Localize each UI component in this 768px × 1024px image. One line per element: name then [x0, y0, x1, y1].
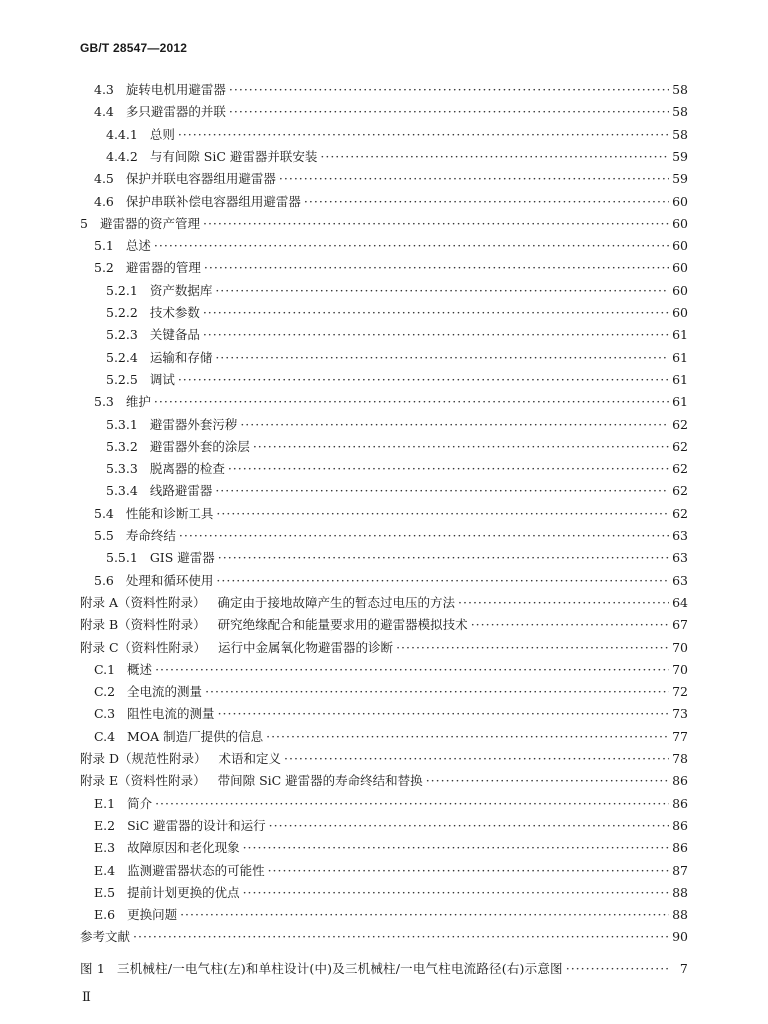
dot-leader — [396, 640, 669, 656]
toc-entry-title: 术语和定义 — [218, 751, 282, 766]
toc-entry-page: 60 — [672, 193, 688, 209]
toc-entry[interactable] — [106, 121, 688, 143]
toc-entry-page: 73 — [672, 706, 688, 722]
toc-entry-page: 60 — [672, 260, 688, 276]
toc-entry[interactable] — [106, 455, 688, 477]
toc-entry-number: 附录 A（资料性附录） — [80, 594, 206, 610]
toc-entry[interactable] — [94, 76, 688, 98]
toc-entry-number: C.1 — [94, 661, 116, 677]
document-code: GB/T 28547—2012 — [80, 41, 188, 55]
toc-entry-page: 60 — [672, 305, 688, 320]
toc-entry-page: 62 — [672, 505, 688, 521]
toc-entry[interactable] — [94, 98, 688, 120]
toc-entry-title: 避雷器的资产管理 — [99, 215, 200, 231]
dot-leader — [240, 417, 669, 433]
dot-leader — [215, 283, 669, 299]
toc-entry-title: 确定由于接地故障产生的暂态过电压的方法 — [217, 594, 456, 610]
toc-entry-number: C.4 — [94, 728, 116, 744]
toc-entry-title: 技术参数 — [149, 305, 200, 320]
toc-entry-number: 5.3.2 — [106, 438, 138, 454]
toc-entry-title: 旋转电机用避雷器 — [125, 82, 226, 97]
toc-entry[interactable] — [106, 544, 688, 566]
toc-entry[interactable] — [94, 656, 688, 678]
toc-entry-number: 5.2.1 — [106, 282, 138, 298]
toc-entry-page: 61 — [672, 327, 688, 343]
toc-entry-number: 5.1 — [94, 238, 114, 254]
toc-entry[interactable] — [106, 366, 688, 388]
toc-entry-title: 避雷器外套污秽 — [149, 416, 238, 432]
dot-leader — [178, 372, 669, 388]
toc-entry[interactable] — [80, 611, 688, 633]
toc-entry[interactable] — [94, 567, 688, 589]
toc-entry-page: 58 — [672, 82, 688, 97]
toc-entry[interactable] — [94, 165, 688, 187]
toc-entry-title: 参考文献 — [80, 929, 131, 945]
toc-entry[interactable] — [80, 589, 688, 611]
dot-leader — [566, 961, 669, 977]
dot-leader — [205, 684, 669, 700]
toc-entry-title: 更换问题 — [127, 907, 178, 923]
toc-entry-page: 86 — [672, 817, 688, 833]
figure-label: 图 1 — [80, 961, 106, 976]
toc-entry[interactable] — [80, 634, 688, 656]
toc-entry[interactable] — [94, 188, 688, 210]
dot-leader — [155, 796, 669, 812]
dot-leader — [243, 840, 669, 856]
toc-entry-title: GIS 避雷器 — [149, 550, 215, 566]
toc-entry[interactable] — [94, 812, 688, 834]
dot-leader — [426, 773, 669, 789]
toc-entry[interactable] — [106, 411, 688, 433]
toc-entry-title: 避雷器的管理 — [125, 260, 201, 276]
toc-entry-title: 资产数据库 — [149, 282, 213, 298]
toc-entry-title: 维护 — [125, 394, 151, 410]
toc-entry-number: C.2 — [94, 684, 116, 700]
toc-entry-number: 附录 C（资料性附录） — [80, 639, 207, 655]
toc-entry-title: SiC 避雷器的设计和运行 — [127, 817, 266, 833]
toc-entry-number: 5.2.4 — [106, 349, 138, 365]
dot-leader — [279, 171, 669, 187]
dot-leader — [204, 260, 669, 276]
toc-entry-number: 5 — [80, 215, 88, 231]
dot-leader — [458, 595, 669, 611]
toc-entry[interactable] — [94, 500, 688, 522]
toc-entry-title: 全电流的测量 — [127, 684, 203, 700]
toc-entry-title: 保护并联电容器组用避雷器 — [125, 171, 276, 187]
dot-leader — [268, 863, 669, 879]
dot-leader — [266, 729, 669, 745]
toc-entry-number: 附录 B（资料性附录） — [80, 617, 206, 633]
toc-entry[interactable] — [106, 277, 688, 299]
toc-entry-page: 64 — [672, 594, 688, 610]
toc-entry-page: 63 — [672, 572, 688, 588]
dot-leader — [229, 104, 669, 120]
toc-entry[interactable] — [80, 767, 688, 789]
dot-leader — [218, 706, 669, 722]
toc-entry-page: 67 — [672, 617, 688, 633]
toc-entry-title: 阻性电流的测量 — [127, 706, 215, 722]
toc-entry[interactable] — [94, 834, 688, 856]
toc-entry-number: 5.5 — [94, 528, 114, 543]
toc-entry-title: 处理和循环使用 — [125, 572, 214, 588]
dot-leader — [269, 818, 669, 834]
toc-entry[interactable] — [94, 790, 688, 812]
toc-entry-number: E.6 — [94, 907, 116, 923]
figure-title: 三机械柱/一电气柱(左)和单柱设计(中)及三机械柱/一电气柱电流路径(右)示意图 — [117, 961, 563, 976]
toc-entry-title: 总述 — [125, 238, 151, 254]
toc-entry[interactable] — [94, 723, 688, 745]
toc-entry-number: 5.2.3 — [106, 327, 138, 343]
toc-entry-number: E.3 — [94, 840, 116, 856]
toc-entry[interactable] — [94, 388, 688, 410]
toc-entry[interactable] — [94, 879, 688, 901]
toc-entry-number: 5.4 — [94, 505, 114, 521]
toc-entry-number: 4.6 — [94, 193, 114, 209]
dot-leader — [179, 528, 669, 544]
toc-entry[interactable] — [106, 321, 688, 343]
dot-leader — [154, 238, 669, 254]
toc-entry[interactable] — [94, 857, 688, 879]
toc-entry-number: 4.3 — [94, 82, 114, 97]
toc-entry-number: 5.6 — [94, 572, 114, 588]
toc-entry-title: 运行中金属氧化物避雷器的诊断 — [218, 639, 394, 655]
dot-leader — [284, 751, 669, 767]
dot-leader — [203, 216, 669, 232]
toc-entry-page: 70 — [672, 661, 688, 677]
toc-entry-title: 多只避雷器的并联 — [125, 104, 226, 120]
dot-leader — [133, 929, 669, 945]
toc-entry-title: 保护串联补偿电容器组用避雷器 — [125, 193, 301, 209]
toc-entry-title: 调试 — [149, 371, 175, 387]
dot-leader — [228, 461, 669, 477]
dot-leader — [216, 506, 669, 522]
toc-entry[interactable] — [80, 923, 688, 945]
toc-entry[interactable] — [94, 522, 688, 544]
toc-entry-page: 77 — [672, 728, 688, 744]
toc-entry[interactable] — [80, 745, 688, 767]
dot-leader — [471, 617, 669, 633]
dot-leader — [203, 305, 669, 321]
toc-entry-number: 5.2.2 — [106, 305, 138, 320]
toc-entry-title: 研究绝缘配合和能量要求用的避雷器模拟技术 — [217, 617, 468, 633]
toc-entry-page: 88 — [672, 907, 688, 923]
dot-leader — [243, 885, 669, 901]
toc-entry-page: 62 — [672, 461, 688, 477]
toc-entry-title: 带间隙 SiC 避雷器的寿命终结和替换 — [217, 773, 423, 789]
dot-leader — [155, 662, 669, 678]
toc-entry-number: E.4 — [94, 862, 116, 878]
toc-entry-title: 脱离器的检查 — [149, 461, 225, 477]
dot-leader — [154, 394, 669, 410]
toc-entry-page: 61 — [672, 371, 688, 387]
toc-entry-page: 78 — [672, 751, 688, 766]
toc-entry-number: 5.3.4 — [106, 483, 138, 499]
toc-entry-page: 87 — [672, 862, 688, 878]
toc-entry-page: 72 — [672, 684, 688, 700]
toc-entry-number: 附录 E（资料性附录） — [80, 773, 206, 789]
toc-entry-page: 63 — [672, 528, 688, 543]
toc-entry-number: 5.3.1 — [106, 416, 138, 432]
toc-entry-page: 7 — [679, 961, 688, 976]
toc-entry-title: 关键备品 — [149, 327, 200, 343]
toc-entry-title: 避雷器外套的涂层 — [149, 438, 250, 454]
toc-entry-page: 62 — [672, 416, 688, 432]
toc-entry-number: 4.5 — [94, 171, 114, 187]
toc-entry-page: 60 — [672, 238, 688, 254]
toc-entry-number: 4.4.1 — [106, 126, 138, 142]
toc-entry-page: 88 — [672, 884, 688, 900]
toc-entry-number: 5.3 — [94, 394, 114, 410]
toc-entry-title: 提前计划更换的优点 — [127, 884, 240, 900]
toc-entry-title: 监测避雷器状态的可能性 — [127, 862, 265, 878]
toc-entry-page: 86 — [672, 840, 688, 856]
toc-entry[interactable] — [94, 232, 688, 254]
toc-entry-title: 概述 — [127, 661, 153, 677]
toc-entry-title: 线路避雷器 — [149, 483, 213, 499]
toc-entry-title: 运输和存储 — [149, 349, 213, 365]
dot-leader — [253, 439, 669, 455]
toc-entry[interactable] — [94, 678, 688, 700]
dot-leader — [320, 149, 669, 165]
toc-entry-page: 58 — [672, 104, 688, 120]
toc-entry-title: 性能和诊断工具 — [125, 505, 214, 521]
dot-leader — [215, 483, 669, 499]
toc-entry-page: 62 — [672, 483, 688, 499]
toc-entry-title: 寿命终结 — [125, 528, 176, 543]
figure-entry[interactable] — [80, 955, 688, 977]
toc-entry[interactable] — [80, 210, 688, 232]
dot-leader — [218, 550, 669, 566]
dot-leader — [203, 327, 669, 343]
toc-entry[interactable] — [106, 143, 688, 165]
toc-entry-number: 5.3.3 — [106, 461, 138, 477]
toc-entry-page: 61 — [672, 394, 688, 410]
dot-leader — [304, 194, 669, 210]
toc-entry-page: 60 — [672, 282, 688, 298]
toc-entry-number: E.5 — [94, 884, 116, 900]
toc-entry-number: 附录 D（规范性附录） — [80, 751, 207, 766]
toc-entry-number: E.1 — [94, 795, 116, 811]
toc-entry[interactable] — [94, 254, 688, 276]
toc-entry[interactable] — [106, 477, 688, 499]
toc-entry-page: 62 — [672, 438, 688, 454]
toc-entry[interactable] — [106, 344, 688, 366]
dot-leader — [216, 573, 669, 589]
toc-entry-page: 61 — [672, 349, 688, 365]
toc-entry-page: 86 — [672, 773, 688, 789]
toc-entry-page: 90 — [672, 929, 688, 945]
dot-leader — [180, 907, 669, 923]
toc-entry[interactable] — [94, 700, 688, 722]
page-number: Ⅱ — [82, 990, 91, 1005]
dot-leader — [178, 127, 669, 143]
toc-entry-page: 63 — [672, 550, 688, 566]
toc-entry-page: 86 — [672, 795, 688, 811]
toc-entry-title: 与有间隙 SiC 避雷器并联安装 — [149, 148, 318, 164]
toc-entry-number: 5.5.1 — [106, 550, 138, 566]
toc-entry-title: 故障原因和老化现象 — [127, 840, 240, 856]
toc-entry-page: 60 — [672, 215, 688, 231]
toc-entry-number: C.3 — [94, 706, 116, 722]
toc-entry-page: 59 — [672, 171, 688, 187]
dot-leader — [229, 82, 669, 98]
toc-entry[interactable] — [94, 901, 688, 923]
toc-entry-number: E.2 — [94, 817, 116, 833]
toc-entry-page: 70 — [672, 639, 688, 655]
toc-entry-number: 5.2.5 — [106, 371, 138, 387]
toc-entry-title: 简介 — [127, 795, 153, 811]
toc-entry-number: 5.2 — [94, 260, 114, 276]
toc-entry-title: 总则 — [149, 126, 175, 142]
dot-leader — [215, 350, 669, 366]
toc-entry-page: 58 — [672, 126, 688, 142]
toc-entry-title: MOA 制造厂提供的信息 — [127, 728, 264, 744]
toc-entry[interactable] — [106, 299, 688, 321]
toc-entry-number: 4.4 — [94, 104, 114, 120]
toc-entry[interactable] — [106, 433, 688, 455]
toc-entry-page: 59 — [672, 148, 688, 164]
toc-entry-number: 4.4.2 — [106, 148, 138, 164]
